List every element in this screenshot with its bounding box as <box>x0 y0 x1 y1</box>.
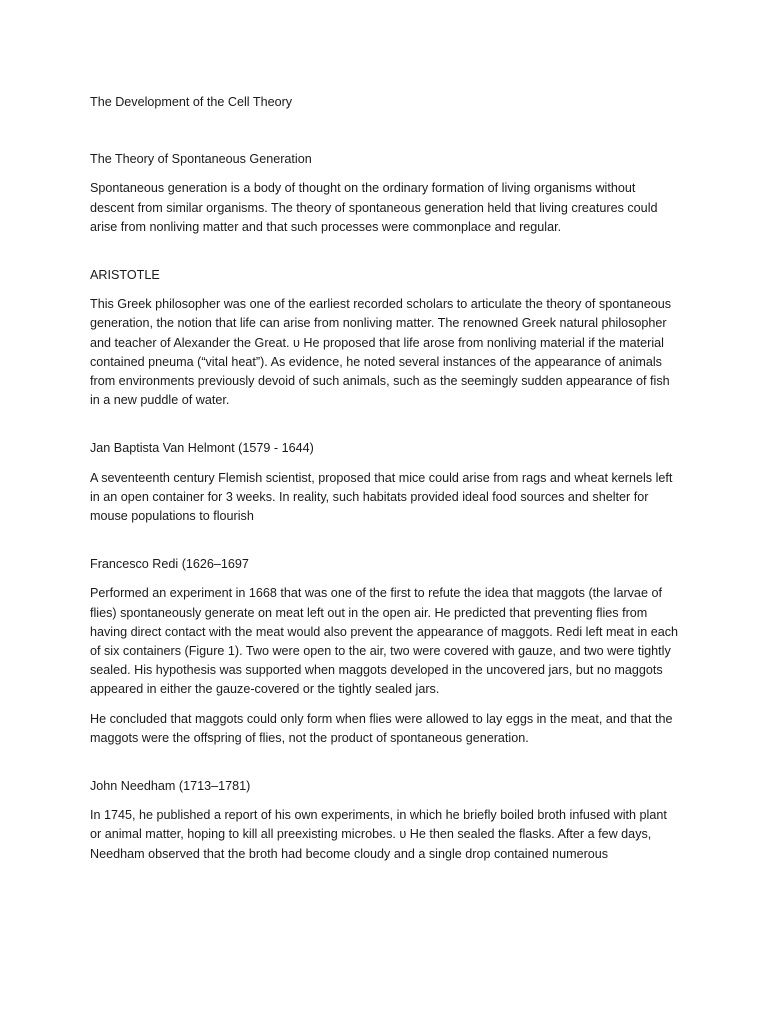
section-heading-redi: Francesco Redi (1626–1697 <box>90 557 249 572</box>
document-body <box>90 93 680 874</box>
section-heading-needham: John Needham (1713–1781) <box>90 779 251 794</box>
section-heading-spontaneous-generation: The Theory of Spontaneous Generation <box>90 152 312 167</box>
paragraph-redi-conclusion: He concluded that maggots could only form when flies were allowed to lay eggs in the meat, and that the maggots were the offspring of flies, not the product of spontaneous generation. <box>90 711 673 745</box>
paragraph-aristotle: This Greek philosopher was one of the earliest recorded scholars to articulate the theory of spontaneous generation, the notion that life can arise from nonliving matter. The renowned Greek natural philosopher and teacher of Alexander the Great. υ He proposed that life arose from nonliving material if the material contained pneuma (“vital heat”). As evidence, he noted several instances of the appearance of animals from environments previously devoid of such animals, such as the seemingly sudden appearance of fish in a new puddle of water. <box>90 297 672 408</box>
paragraph-van-helmont: A seventeenth century Flemish scientist, proposed that mice could arise from rags and wheat kernels left in an open container for 3 weeks. In reality, such habitats provided ideal food sources and shelter for mouse populations to flourish <box>90 470 673 524</box>
section-heading-aristotle: ARISTOTLE <box>90 268 160 283</box>
document-title: The Development of the Cell Theory <box>90 95 293 109</box>
paragraph-redi-experiment: Performed an experiment in 1668 that was one of the first to refute the idea that maggots (the larvae of flies) spontaneously generate on meat left out in the open air. He predicted that preventing flies from having direct contact with the meat would also prevent the appearance of maggots. Redi left meat in each of six containers (Figure 1). Two were open to the air, two were covered with gauze, and two were tightly sealed. His hypothesis was supported when maggots developed in the uncovered jars, but no maggots appeared in either the gauze-covered or the tightly sealed jars. <box>90 586 679 697</box>
section-heading-van-helmont: Jan Baptista Van Helmont (1579 - 1644) <box>90 441 314 456</box>
paragraph-spontaneous-generation: Spontaneous generation is a body of thought on the ordinary formation of living organisms without descent from similar organisms. The theory of spontaneous generation held that living creatures could arise from nonliving matter and that such processes were commonplace and regular. <box>90 181 658 234</box>
paragraph-needham: In 1745, he published a report of his own experiments, in which he briefly boiled broth infused with plant or animal matter, hoping to kill all preexisting microbes. υ He then sealed the flasks. After a few days, Needham observed that the broth had become cloudy and a single drop contained numerous <box>90 808 667 861</box>
